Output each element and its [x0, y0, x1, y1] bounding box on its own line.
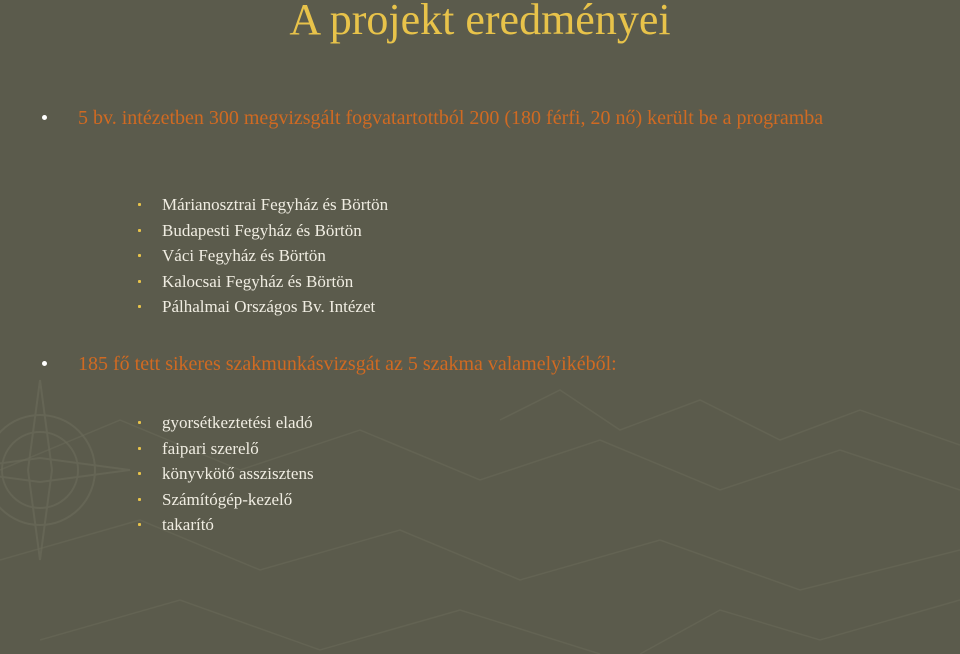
list-item: takarító — [134, 512, 314, 538]
bullet-text: 185 fő tett sikeres szakmunkásvizsgát az 5 szakma valamelyikéből: — [78, 353, 617, 375]
sub-bullet-dot — [138, 280, 141, 283]
sub-bullet-dot — [138, 421, 141, 424]
sub-bullet-dot — [138, 229, 141, 232]
sub-bullet-dot — [138, 523, 141, 526]
list-item: faipari szerelő — [134, 436, 314, 462]
slide-title: A projekt eredményei — [289, 0, 671, 44]
list-item: gyorsétkeztetési eladó — [134, 410, 314, 436]
bullet-dot — [42, 115, 47, 120]
list-item: Budapesti Fegyház és Börtön — [134, 218, 388, 244]
bullet-dot — [42, 361, 47, 366]
list-item: Márianosztrai Fegyház és Börtön — [134, 192, 388, 218]
sub-bullet-dot — [138, 498, 141, 501]
list-item: Pálhalmai Országos Bv. Intézet — [134, 294, 388, 320]
list-item: Kalocsai Fegyház és Börtön — [134, 269, 388, 295]
sub-bullet-dot — [138, 447, 141, 450]
profession-list — [134, 410, 314, 538]
sub-bullet-dot — [138, 254, 141, 257]
list-item: Váci Fegyház és Börtön — [134, 243, 388, 269]
institution-list — [134, 192, 388, 320]
list-item: Számítógép-kezelő — [134, 487, 314, 513]
bullet-text: 5 bv. intézetben 300 megvizsgált fogvatartottból 200 (180 férfi, 20 nő) került be a programba — [78, 107, 824, 129]
bullet-program-participants — [42, 104, 922, 164]
bullet-exam-results — [42, 350, 922, 380]
compass-icon — [0, 380, 130, 560]
list-item: könyvkötő asszisztens — [134, 461, 314, 487]
sub-bullet-dot — [138, 472, 141, 475]
sub-bullet-dot — [138, 305, 141, 308]
sub-bullet-dot — [138, 203, 141, 206]
